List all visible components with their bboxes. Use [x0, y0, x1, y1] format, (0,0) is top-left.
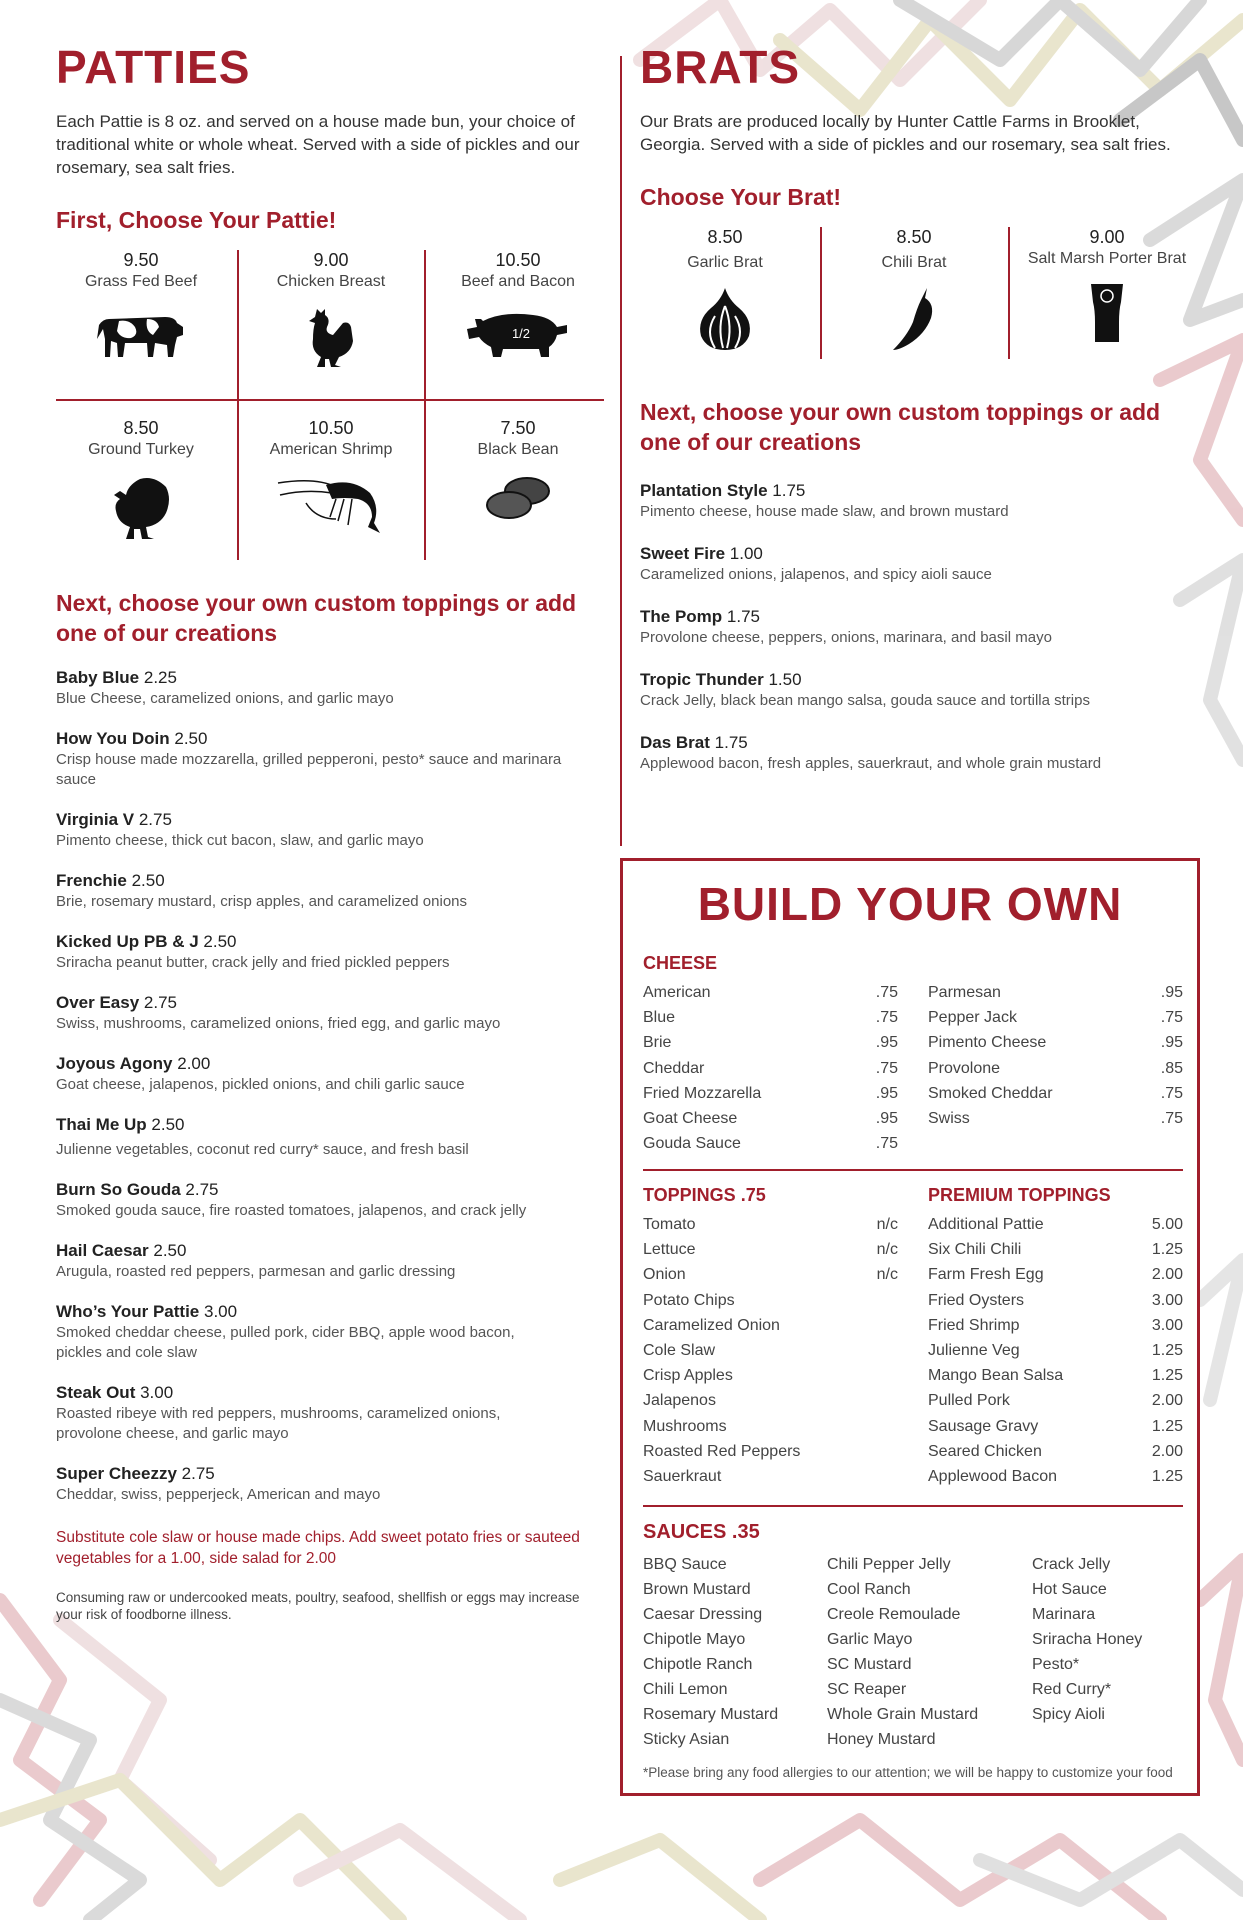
item-name: Additional Pattie — [928, 1216, 1044, 1233]
item-name: Potato Chips — [643, 1291, 735, 1309]
creation-item[interactable] — [56, 1054, 606, 1095]
sauce-item[interactable]: Sriracha Honey — [1032, 1631, 1143, 1648]
grid-divider — [237, 250, 239, 560]
creation-name: Over Easy — [56, 993, 140, 1012]
pattie-option-grass-fed-beef[interactable] — [56, 250, 226, 361]
pattie-name: American Shrimp — [269, 441, 393, 458]
pattie-creations-list — [56, 668, 606, 1505]
creation-item[interactable] — [56, 1180, 606, 1221]
creation-price: 1.00 — [729, 544, 763, 563]
creation-item[interactable] — [56, 932, 606, 973]
premium-heading: PREMIUM TOPPINGS — [928, 1185, 1111, 1205]
creation-item[interactable] — [56, 871, 606, 912]
creation-name: Burn So Gouda — [56, 1180, 181, 1199]
item-price: .75 — [1160, 1084, 1183, 1102]
item-name: American — [643, 984, 711, 1001]
pattie-option-american-shrimp[interactable] — [241, 418, 421, 537]
creation-name: Who’s Your Pattie — [56, 1302, 200, 1321]
premium-item[interactable] — [928, 1288, 1183, 1313]
creation-item[interactable] — [56, 1115, 606, 1160]
item-price: .95 — [1160, 1034, 1183, 1052]
cheese-item[interactable] — [928, 1106, 1183, 1131]
item-price: .75 — [875, 984, 898, 1001]
sauce-item[interactable]: Chipotle Mayo — [643, 1631, 746, 1648]
creation-item[interactable] — [56, 810, 606, 851]
topping-item[interactable] — [643, 1212, 898, 1237]
topping-item[interactable] — [643, 1388, 898, 1413]
creation-item[interactable] — [56, 993, 606, 1034]
item-price: .95 — [875, 1084, 898, 1102]
topping-item[interactable] — [643, 1414, 898, 1439]
creation-desc: Blue Cheese, caramelized onions, and garlic mayo — [56, 690, 394, 707]
sauces-columns — [643, 1552, 1183, 1752]
build-title: BUILD YOUR OWN — [697, 878, 1123, 930]
brat-price: 8.50 — [707, 227, 743, 247]
item-name: Pepper Jack — [928, 1009, 1017, 1027]
creation-item[interactable] — [56, 1464, 606, 1505]
creation-desc: Caramelized onions, jalapenos, and spicy aioli sauce — [640, 566, 992, 583]
sauce-item[interactable]: Whole Grain Mustard — [827, 1706, 979, 1723]
item-price: .85 — [1160, 1059, 1183, 1077]
item-name: Mushrooms — [643, 1417, 727, 1435]
grid-divider — [820, 227, 822, 359]
premium-item[interactable] — [928, 1237, 1183, 1262]
item-price: n/c — [876, 1216, 898, 1233]
creation-desc: Cheddar, swiss, pepperjeck, American and mayo — [56, 1486, 381, 1503]
creation-name: Hail Caesar — [56, 1241, 149, 1260]
item-name: Smoked Cheddar — [928, 1084, 1053, 1102]
cheese-item[interactable] — [928, 1030, 1183, 1055]
cheese-heading: CHEESE — [643, 953, 718, 973]
creation-name: Baby Blue — [56, 668, 140, 687]
item-price: 1.25 — [1151, 1367, 1183, 1385]
creation-name: How You Doin — [56, 729, 170, 748]
item-price: 1.25 — [1151, 1417, 1183, 1435]
creation-item[interactable] — [56, 1302, 606, 1363]
cheese-item[interactable] — [928, 980, 1183, 1005]
cheese-item[interactable] — [928, 1056, 1183, 1081]
item-price: .75 — [1160, 1109, 1183, 1127]
patties-intro: Each Pattie is 8 oz. and served on a house made bun, your choice of traditional white or whole wheat. Served with a side of pickles and our rosemary, sea salt fries. — [56, 112, 580, 177]
brat-name: Garlic Brat — [687, 254, 763, 271]
creation-desc: Julienne vegetables, coconut red curry* sauce, and fresh basil — [56, 1141, 469, 1158]
creation-price: 2.00 — [177, 1054, 211, 1073]
patties-choose-heading: First, Choose Your Pattie! — [56, 207, 337, 233]
topping-item[interactable] — [643, 1363, 898, 1388]
creation-name: Frenchie — [56, 871, 127, 890]
brat-options-grid — [640, 227, 1200, 395]
item-name: Brie — [643, 1034, 672, 1052]
grid-divider — [1008, 227, 1010, 359]
creation-price: 2.50 — [174, 729, 208, 748]
creation-price: 2.75 — [181, 1464, 215, 1483]
creation-name: Plantation Style — [640, 481, 768, 500]
brat-option-chili[interactable] — [826, 227, 1002, 352]
sauces-section — [643, 1521, 1183, 1782]
creation-desc: Smoked gouda sauce, fire roasted tomatoes, jalapenos, and crack jelly — [56, 1202, 527, 1219]
patties-toppings-heading: Next, choose your own custom toppings or add one of our creations — [56, 590, 577, 646]
item-name: Gouda Sauce — [643, 1135, 741, 1153]
creation-item[interactable] — [640, 544, 1200, 585]
creation-desc: Crisp house made mozzarella, grilled pepperoni, pesto* sauce and marinara sauce — [56, 751, 562, 788]
topping-item[interactable] — [643, 1262, 898, 1287]
sauce-item[interactable]: Marinara — [1032, 1606, 1096, 1623]
creation-item[interactable] — [640, 670, 1200, 711]
toppings-list — [643, 1212, 898, 1489]
sauces-col-1 — [643, 1552, 827, 1752]
item-price: 1.25 — [1151, 1341, 1183, 1359]
sauce-item[interactable]: Brown Mustard — [643, 1581, 751, 1598]
item-price: .75 — [1160, 1009, 1183, 1027]
brat-price: 9.00 — [1089, 227, 1125, 247]
item-price: 2.00 — [1151, 1442, 1183, 1460]
pattie-price: 9.00 — [313, 250, 349, 270]
premium-item[interactable] — [928, 1439, 1183, 1464]
grid-divider — [56, 399, 604, 401]
creation-name: Joyous Agony — [56, 1054, 173, 1073]
creation-item[interactable] — [640, 733, 1200, 774]
pattie-options-grid — [56, 250, 606, 580]
creation-item[interactable] — [56, 668, 606, 709]
cheese-item[interactable] — [643, 1056, 898, 1081]
sauce-item[interactable]: SC Mustard — [827, 1656, 912, 1673]
creation-desc: Applewood bacon, fresh apples, sauerkraut, and whole grain mustard — [640, 755, 1102, 772]
pattie-price: 9.50 — [123, 250, 159, 270]
item-name: Onion — [643, 1266, 686, 1284]
sauces-col-2 — [827, 1552, 1032, 1752]
brats-title: BRATS — [640, 41, 801, 93]
brat-price: 8.50 — [896, 227, 932, 247]
sauces-heading: SAUCES .35 — [643, 1521, 760, 1543]
creation-desc: Pimento cheese, thick cut bacon, slaw, and garlic mayo — [56, 832, 424, 849]
item-name: Parmesan — [928, 984, 1001, 1001]
creation-name: The Pomp — [640, 607, 723, 626]
creation-price: 3.00 — [140, 1383, 174, 1402]
creation-name: Thai Me Up — [56, 1115, 147, 1134]
item-price: .75 — [875, 1135, 898, 1153]
premium-item[interactable] — [928, 1262, 1183, 1287]
cheese-list-right — [928, 980, 1183, 1156]
sauce-item[interactable]: BBQ Sauce — [643, 1556, 727, 1573]
creation-desc: Swiss, mushrooms, caramelized onions, fried egg, and garlic mayo — [56, 1015, 501, 1032]
item-name: Sauerkraut — [643, 1467, 722, 1485]
pattie-option-black-bean[interactable] — [428, 418, 608, 523]
item-price: .95 — [875, 1109, 898, 1127]
brats-section — [640, 40, 1200, 774]
sauce-item[interactable]: Chipotle Ranch — [643, 1656, 753, 1673]
brats-choose-heading: Choose Your Brat! — [640, 184, 842, 210]
topping-item[interactable] — [643, 1237, 898, 1262]
sauce-item[interactable]: Hot Sauce — [1032, 1581, 1107, 1598]
item-name: Swiss — [928, 1109, 970, 1127]
creation-desc: Pimento cheese, house made slaw, and brown mustard — [640, 503, 1009, 520]
pattie-price: 8.50 — [123, 418, 159, 438]
item-name: Jalapenos — [643, 1392, 716, 1410]
pig-icon-fraction: 1/2 — [511, 326, 531, 341]
item-name: Mango Bean Salsa — [928, 1367, 1064, 1385]
topping-item[interactable] — [643, 1439, 898, 1464]
sauce-item[interactable]: Honey Mustard — [827, 1731, 936, 1748]
item-name: Cheddar — [643, 1059, 705, 1077]
sauce-item[interactable]: Chili Pepper Jelly — [827, 1556, 951, 1573]
creation-item[interactable] — [56, 729, 606, 790]
pattie-name: Grass Fed Beef — [84, 273, 198, 290]
creation-desc: Brie, rosemary mustard, crisp apples, and caramelized onions — [56, 893, 468, 910]
item-name: Six Chili Chili — [928, 1241, 1022, 1259]
creation-price: 1.75 — [772, 481, 806, 500]
brats-toppings-heading: Next, choose your own custom toppings or add one of our creations — [640, 399, 1161, 455]
brat-option-salt-marsh-porter[interactable] — [1014, 227, 1200, 344]
brat-name: Salt Marsh Porter Brat — [1027, 250, 1187, 267]
premium-item[interactable] — [928, 1414, 1183, 1439]
item-price: .95 — [1160, 984, 1183, 1001]
build-your-own-box — [620, 858, 1200, 1796]
item-name: Applewood Bacon — [928, 1467, 1057, 1485]
chili-pepper-icon — [889, 286, 939, 352]
sauce-item[interactable]: Crack Jelly — [1032, 1556, 1111, 1573]
item-price: .95 — [875, 1034, 898, 1052]
brats-intro: Our Brats are produced locally by Hunter Cattle Farms in Brooklet, Georgia. Served with a side of pickles and our rosemary, sea salt fries. — [640, 112, 1171, 154]
sauce-item[interactable]: Sticky Asian — [643, 1731, 730, 1748]
creation-name: Super Cheezzy — [56, 1464, 177, 1483]
creation-name: Sweet Fire — [640, 544, 726, 563]
foodborne-warning: Consuming raw or undercooked meats, poultry, seafood, shellfish or eggs may increase your risk of foodborne illness. — [56, 1590, 580, 1622]
premium-item[interactable] — [928, 1388, 1183, 1413]
creation-desc: Crack Jelly, black bean mango salsa, gouda sauce and tortilla strips — [640, 692, 1090, 709]
creation-item[interactable] — [640, 481, 1200, 522]
creation-price: 2.75 — [143, 993, 178, 1012]
grid-divider — [424, 250, 426, 560]
creation-price: 2.25 — [143, 668, 177, 687]
premium-item[interactable] — [928, 1338, 1183, 1363]
creation-price: 2.75 — [185, 1180, 219, 1199]
brat-name: Chili Brat — [881, 254, 947, 271]
creation-price: 2.50 — [203, 932, 237, 951]
cheese-section — [643, 953, 1183, 1156]
cheese-item[interactable] — [928, 1005, 1183, 1030]
pattie-option-chicken-breast[interactable] — [241, 250, 421, 371]
creation-desc: Provolone cheese, peppers, onions, marinara, and basil mayo — [640, 629, 1052, 646]
item-price: 2.00 — [1151, 1266, 1183, 1284]
sauce-item[interactable]: Caesar Dressing — [643, 1606, 763, 1623]
item-price: 1.25 — [1151, 1467, 1183, 1485]
cheese-item[interactable] — [643, 1005, 898, 1030]
item-name: Pimento Cheese — [928, 1034, 1047, 1052]
item-name: Farm Fresh Egg — [928, 1266, 1044, 1284]
cheese-item[interactable] — [643, 1106, 898, 1131]
creation-price: 1.75 — [726, 607, 760, 626]
brat-creations-list — [640, 481, 1200, 774]
cheese-item[interactable] — [643, 1081, 898, 1106]
item-name: Roasted Red Peppers — [643, 1442, 801, 1460]
item-name: Cole Slaw — [643, 1341, 716, 1359]
item-name: Fried Mozzarella — [643, 1084, 762, 1102]
topping-item[interactable] — [643, 1288, 898, 1313]
creation-item[interactable] — [56, 1241, 606, 1282]
item-price: 1.25 — [1151, 1241, 1183, 1259]
patties-section — [56, 40, 606, 1623]
sauce-item[interactable]: Creole Remoulade — [827, 1606, 961, 1623]
creation-name: Tropic Thunder — [640, 670, 764, 689]
creation-price: 2.50 — [153, 1241, 187, 1260]
turkey-icon — [110, 473, 172, 543]
cheese-item[interactable] — [643, 1030, 898, 1055]
sauce-item[interactable]: Rosemary Mustard — [643, 1706, 779, 1723]
creation-desc: Smoked cheddar cheese, pulled pork, cider BBQ, apple wood bacon, pickles and cole slaw — [56, 1324, 515, 1361]
item-price: .75 — [875, 1059, 898, 1077]
creation-desc: Sriracha peanut butter, crack jelly and fried pickled peppers — [56, 954, 450, 971]
pattie-name: Ground Turkey — [88, 441, 194, 458]
cheese-item[interactable] — [643, 980, 898, 1005]
sauces-col-3 — [1032, 1552, 1182, 1752]
pattie-name: Beef and Bacon — [461, 273, 575, 290]
item-name: Fried Shrimp — [928, 1316, 1020, 1334]
chicken-icon — [303, 305, 359, 371]
sauce-item[interactable]: Pesto* — [1032, 1656, 1080, 1673]
creation-item[interactable] — [640, 607, 1200, 648]
sauce-item[interactable]: Garlic Mayo — [827, 1631, 913, 1648]
item-price: 3.00 — [1151, 1316, 1183, 1334]
creation-item[interactable] — [56, 1383, 606, 1444]
toppings-section — [643, 1185, 898, 1489]
substitute-note: Substitute cole slaw or house made chips. Add sweet potato fries or sauteed vegetables for a 1.00, side salad for 2.00 — [56, 1529, 580, 1567]
allergy-note: *Please bring any food allergies to our attention; we will be happy to customize your food — [643, 1765, 1173, 1780]
creation-desc: Roasted ribeye with red peppers, mushrooms, caramelized onions, provolone cheese, and garlic mayo — [56, 1405, 501, 1442]
item-name: Provolone — [928, 1059, 1001, 1077]
pattie-price: 10.50 — [495, 250, 541, 270]
creation-price: 3.00 — [204, 1302, 238, 1321]
item-price: n/c — [876, 1241, 898, 1259]
item-price: n/c — [876, 1266, 898, 1284]
topping-item[interactable] — [643, 1313, 898, 1338]
item-name: Crisp Apples — [643, 1367, 733, 1385]
premium-item[interactable] — [928, 1464, 1183, 1489]
cheese-list-left — [643, 980, 898, 1156]
sauce-item[interactable]: Cool Ranch — [827, 1581, 911, 1598]
item-name: Goat Cheese — [643, 1109, 738, 1127]
pattie-name: Black Bean — [477, 441, 559, 458]
pattie-price: 7.50 — [500, 418, 536, 438]
item-name: Julienne Veg — [928, 1341, 1020, 1359]
creation-desc: Goat cheese, jalapenos, pickled onions, and chili garlic sauce — [56, 1076, 465, 1093]
item-name: Seared Chicken — [928, 1442, 1042, 1460]
cow-icon — [95, 305, 187, 361]
premium-list — [928, 1212, 1183, 1489]
creation-price: 1.50 — [768, 670, 802, 689]
toppings-heading: TOPPINGS .75 — [643, 1185, 766, 1205]
creation-price: 2.50 — [151, 1115, 185, 1134]
topping-item[interactable] — [643, 1338, 898, 1363]
item-name: Pulled Pork — [928, 1392, 1010, 1410]
shrimp-icon — [276, 473, 386, 537]
creation-price: 2.75 — [138, 810, 172, 829]
sauce-item[interactable]: Spicy Aioli — [1032, 1706, 1105, 1723]
creation-name: Kicked Up PB & J — [56, 932, 199, 951]
item-name: Blue — [643, 1009, 676, 1027]
creation-price: 1.75 — [714, 733, 748, 752]
sauce-item[interactable]: SC Reaper — [827, 1681, 907, 1698]
topping-item[interactable] — [643, 1464, 898, 1489]
sauce-item[interactable]: Red Curry* — [1032, 1681, 1112, 1698]
pattie-option-beef-and-bacon[interactable] — [428, 250, 608, 361]
creation-name: Steak Out — [56, 1383, 136, 1402]
patties-title: PATTIES — [56, 41, 251, 93]
item-name: Tomato — [643, 1216, 696, 1233]
brat-option-garlic[interactable] — [640, 227, 810, 352]
pig-icon — [463, 305, 573, 361]
premium-toppings-section — [928, 1185, 1183, 1489]
creation-name: Das Brat — [640, 733, 710, 752]
cheese-item[interactable] — [928, 1081, 1183, 1106]
item-price: .75 — [875, 1009, 898, 1027]
beans-icon — [483, 473, 553, 523]
item-price: 3.00 — [1151, 1291, 1183, 1309]
item-name: Lettuce — [643, 1241, 696, 1259]
column-divider — [620, 56, 622, 846]
premium-item[interactable] — [928, 1363, 1183, 1388]
creation-price: 2.50 — [131, 871, 165, 890]
item-price: 2.00 — [1151, 1392, 1183, 1410]
section-divider — [643, 1169, 1183, 1171]
item-price: 5.00 — [1151, 1216, 1183, 1233]
creation-desc: Arugula, roasted red peppers, parmesan and garlic dressing — [56, 1263, 456, 1280]
item-name: Fried Oysters — [928, 1291, 1025, 1309]
cheese-item[interactable] — [643, 1131, 898, 1156]
premium-item[interactable] — [928, 1212, 1183, 1237]
item-name: Sausage Gravy — [928, 1417, 1039, 1435]
creation-name: Virginia V — [56, 810, 135, 829]
pattie-option-ground-turkey[interactable] — [56, 418, 226, 543]
item-name: Caramelized Onion — [643, 1316, 780, 1334]
section-divider — [643, 1505, 1183, 1507]
premium-item[interactable] — [928, 1313, 1183, 1338]
pattie-name: Chicken Breast — [276, 273, 386, 290]
sauce-item[interactable]: Chili Lemon — [643, 1681, 728, 1698]
beer-glass-icon — [1089, 282, 1125, 344]
garlic-icon — [695, 286, 755, 352]
pattie-price: 10.50 — [308, 418, 354, 438]
